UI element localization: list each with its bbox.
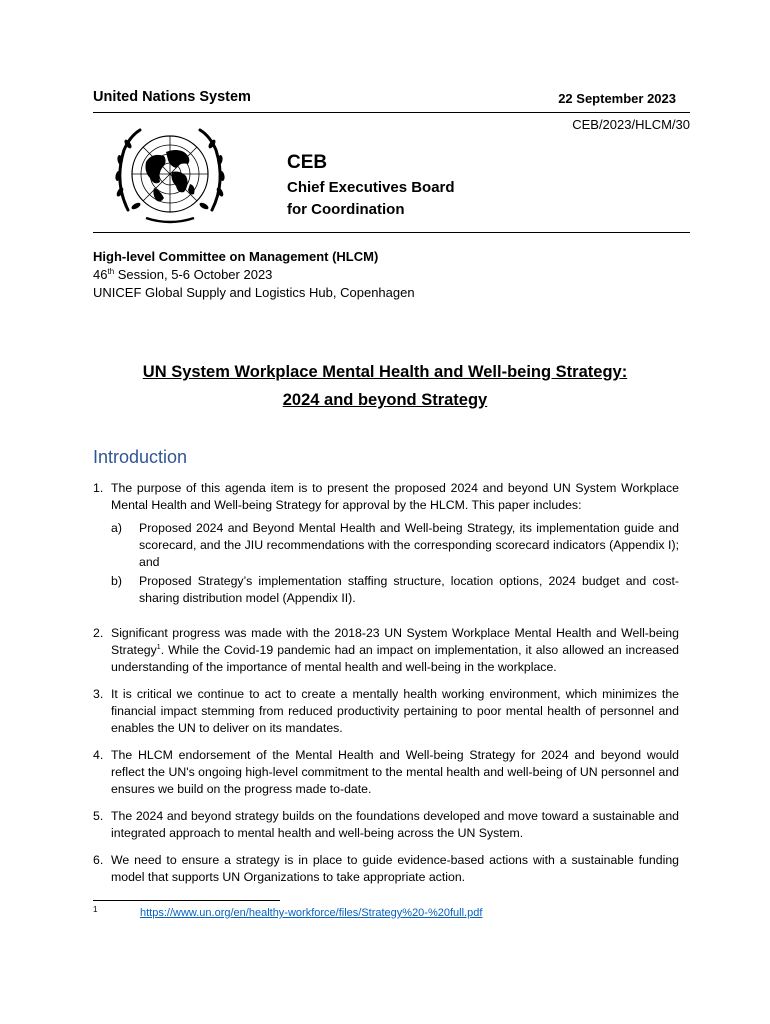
list-item <box>93 625 679 676</box>
list-item-text: We need to ensure a strategy is in place to guide evidence-based actions with a sustainable funding model that supports UN Organizations to take appropriate action. <box>111 853 679 884</box>
meeting-info <box>93 248 415 302</box>
sub-list-item <box>111 573 679 607</box>
list-item-text <box>111 625 679 676</box>
header-date: 22 September 2023 <box>558 91 676 106</box>
list-item-body <box>111 480 679 615</box>
list-item <box>93 686 679 737</box>
un-emblem-icon <box>106 122 234 232</box>
list-item-text: The 2024 and beyond strategy builds on the foundations developed and move toward a sustainable and integrated approach to mental health and well-being across the UN System. <box>111 809 679 840</box>
sub-list-text: Proposed 2024 and Beyond Mental Health and Well-being Strategy, its implementation guide and scorecard, and the JIU recommendations with the corresponding scorecard indicators (Appendix I); and <box>139 521 679 569</box>
committee-name: High-level Committee on Management (HLCM) <box>93 249 379 264</box>
header-rule <box>93 112 690 113</box>
list-item-number: 3. <box>93 687 104 701</box>
board-name-line2: for Coordination <box>287 201 405 218</box>
header-org: United Nations System <box>93 89 251 105</box>
list-item <box>93 747 679 798</box>
session-number: 46 <box>93 267 108 282</box>
numbered-list <box>93 480 679 896</box>
sub-list-label: b) <box>111 574 122 588</box>
footnote-reference[interactable]: 1 <box>156 644 161 651</box>
document-title-line1: UN System Workplace Mental Health and Well-being Strategy: <box>142 363 628 381</box>
board-name-line1: Chief Executives Board <box>287 179 455 196</box>
meeting-venue: UNICEF Global Supply and Logistics Hub, Copenhagen <box>93 285 415 300</box>
list-item <box>93 808 679 842</box>
footnote-link[interactable]: https://www.un.org/en/healthy-workforce/files/Strategy%20-%20full.pdf <box>140 907 483 919</box>
list-item-text: It is critical we continue to act to create a mentally health working environment, which minimizes the financial impact stemming from reduced productivity pertaining to poor mental health of personnel and enables the UN to deliver on its mandates. <box>111 687 679 735</box>
list-item-number: 2. <box>93 626 104 640</box>
list-item-number: 5. <box>93 809 104 823</box>
list-item-number: 6. <box>93 853 104 867</box>
list-item-text: The HLCM endorsement of the Mental Health and Well-being Strategy for 2024 and beyond would reflect the UN's ongoing high-level commitment to the mental health and well-being of UN personnel and ensures we build on the progress made to-date. <box>111 748 679 796</box>
document-reference: CEB/2023/HLCM/30 <box>572 117 690 132</box>
sub-list-item <box>111 520 679 571</box>
sub-list-text: Proposed Strategy’s implementation staffing structure, location options, 2024 budget and cost-sharing distribution model (Appendix II). <box>139 574 679 605</box>
section-heading: Introduction <box>93 447 188 467</box>
session-dates: Session, 5-6 October 2023 <box>114 267 273 282</box>
board-name <box>287 177 455 221</box>
sub-list <box>111 520 679 607</box>
header-divider <box>93 232 690 233</box>
list-item <box>93 480 679 615</box>
list-item <box>93 852 679 886</box>
list-item-text-part: . While the Covid-19 pandemic had an impact on implementation, it also allowed an increased understanding of the importance of mental health and well-being in the workplace. <box>111 643 679 674</box>
session-ordinal: th <box>107 267 115 276</box>
board-abbreviation: CEB <box>287 152 328 173</box>
session-line <box>93 266 415 284</box>
list-item-number: 4. <box>93 748 104 762</box>
list-item-number: 1. <box>93 481 104 495</box>
list-item-text: The purpose of this agenda item is to present the proposed 2024 and beyond UN System Workplace Mental Health and Well-being Strategy for approval by the HLCM. This paper includes: <box>111 481 679 512</box>
document-title <box>60 358 710 414</box>
footnote-number: 1 <box>93 905 98 914</box>
footnote-divider <box>93 900 280 901</box>
list-item-text-part: Significant progress was made with the 2018-23 UN System Workplace Mental Health and Well-being Strategy <box>111 626 679 657</box>
sub-list-label: a) <box>111 521 122 535</box>
document-title-line2: 2024 and beyond Strategy <box>282 391 488 409</box>
